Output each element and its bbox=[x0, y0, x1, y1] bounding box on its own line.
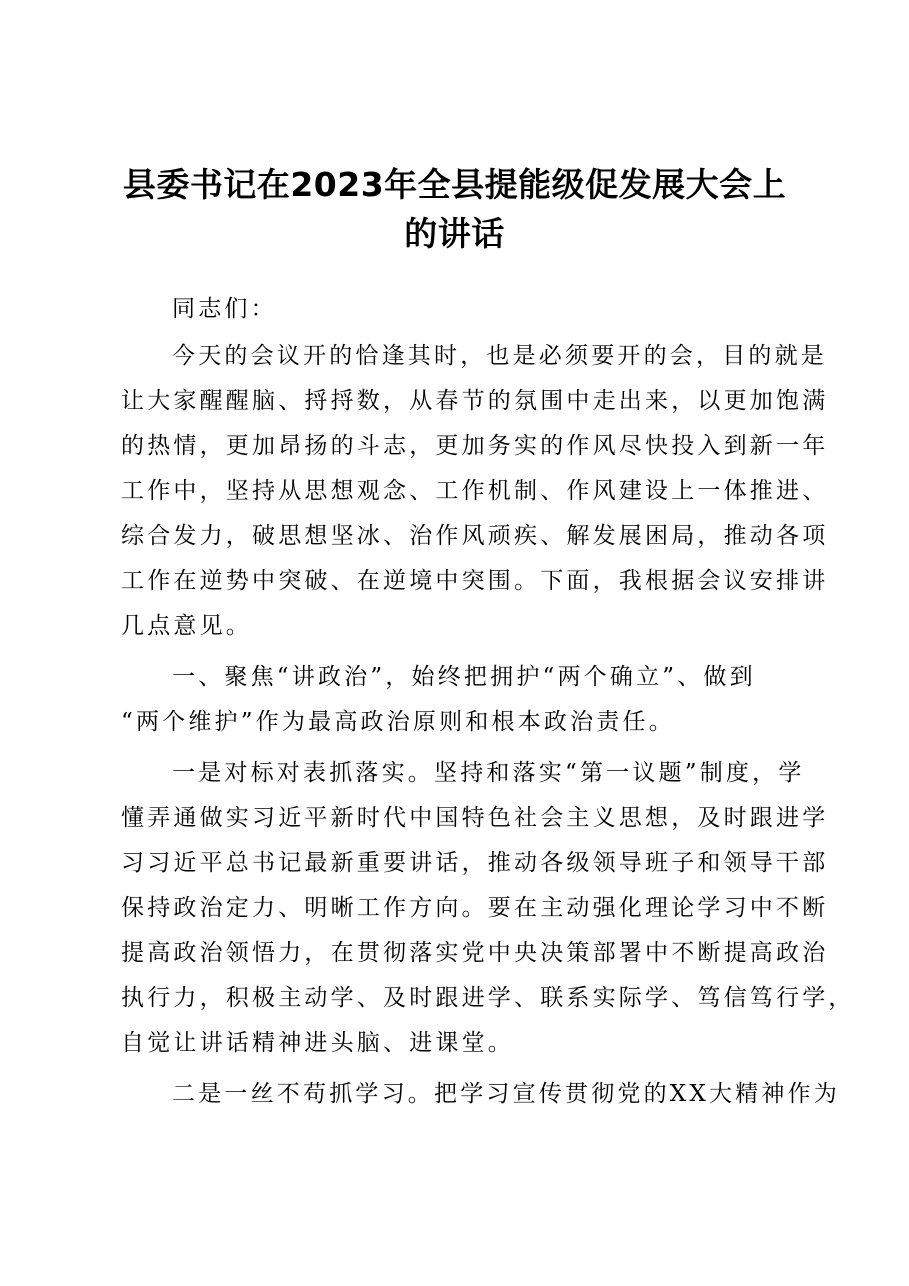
body-line: 执行力，积极主动学、及时跟进学、联系实际学、笃信笃行学， bbox=[121, 985, 855, 1011]
body-line: 懂弄通做实习近平新时代中国特色社会主义思想，及时跟进学 bbox=[121, 805, 829, 831]
body-line: 保持政治定力、明晰工作方向。要在主动强化理论学习中不断 bbox=[121, 895, 829, 921]
body-line: 几点意见。 bbox=[121, 613, 252, 639]
document-title-line-1: 县委书记在2023年全县提能级促发展大会上 bbox=[122, 165, 787, 204]
body-line: 提高政治领悟力，在贯彻落实党中央决策部署中不断提高政治 bbox=[121, 940, 829, 966]
section-heading-line: “两个维护”作为最高政治原则和根本政治责任。 bbox=[121, 709, 675, 735]
body-line: 习习近平总书记最新重要讲话，推动各级领导班子和领导干部 bbox=[121, 850, 829, 876]
salutation: 同志们： bbox=[172, 296, 277, 322]
body-line: 自觉让讲话精神进头脑、进课堂。 bbox=[121, 1030, 514, 1056]
body-line: 让大家醒醒脑、捋捋数，从春节的氛围中走出来，以更加饱满 bbox=[121, 388, 829, 414]
body-line: 今天的会议开的恰逢其时，也是必须要开的会，目的就是 bbox=[172, 343, 827, 369]
document-title-line-2: 的讲话 bbox=[404, 214, 505, 253]
body-line: 一是对标对表抓落实。坚持和落实“第一议题”制度，学 bbox=[172, 760, 805, 786]
body-line: 的热情，更加昂扬的斗志，更加务实的作风尽快投入到新一年 bbox=[121, 433, 829, 459]
body-line: 二是一丝不苟抓学习。把学习宣传贯彻党的XX大精神作为 bbox=[172, 1081, 840, 1107]
body-line: 工作在逆势中突破、在逆境中突围。下面，我根据会议安排讲 bbox=[121, 568, 829, 594]
body-line: 综合发力，破思想坚冰、治作风顽疾、解发展困局，推动各项 bbox=[121, 523, 829, 549]
body-line: 工作中，坚持从思想观念、工作机制、作风建设上一体推进、 bbox=[121, 478, 829, 504]
section-heading-line: 一、聚焦“讲政治”，始终把拥护“两个确立”、做到 bbox=[172, 664, 756, 690]
